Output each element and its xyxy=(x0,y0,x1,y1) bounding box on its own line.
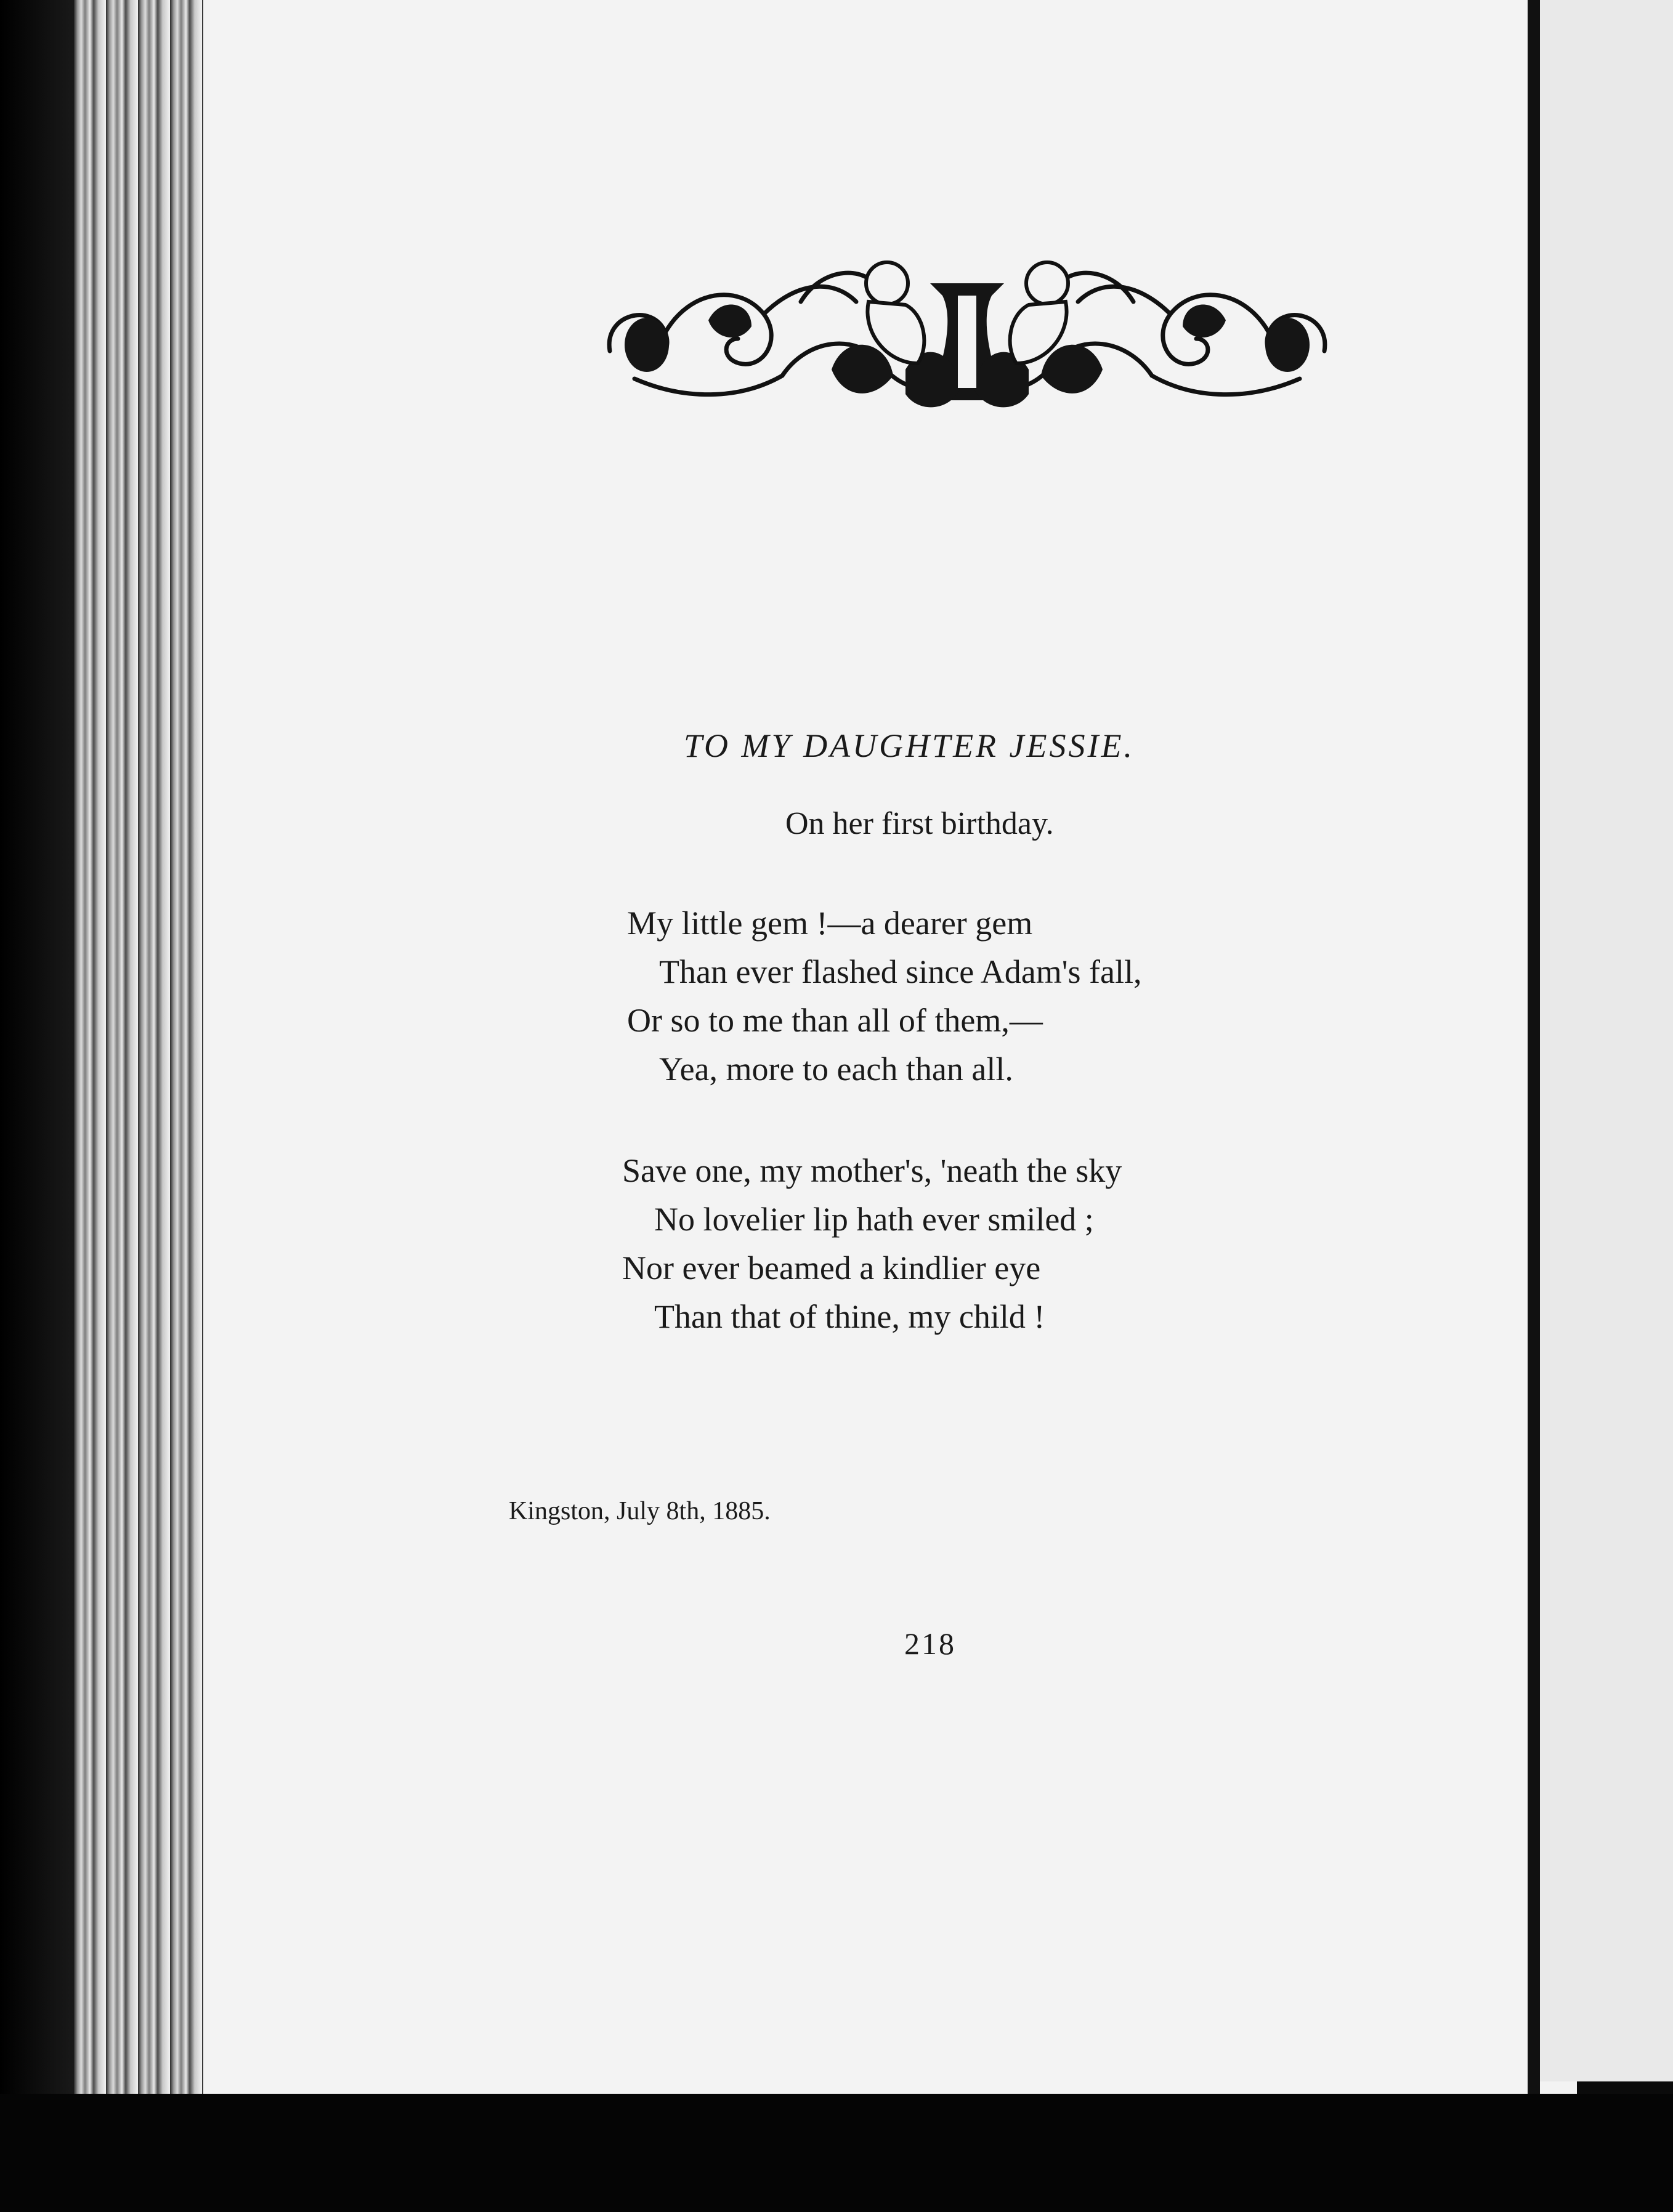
poem-line: No lovelier lip hath ever smiled ; xyxy=(654,1201,1094,1238)
poem-line: Than ever flashed since Adam's fall, xyxy=(659,953,1142,990)
poem-line: Nor ever beamed a kindlier eye xyxy=(622,1249,1041,1286)
gutter-shadow xyxy=(1528,0,1540,2094)
poem-line: Yea, more to each than all. xyxy=(659,1051,1013,1088)
poem-line: Save one, my mother's, 'neath the sky xyxy=(622,1152,1122,1189)
facing-page-edge xyxy=(1540,0,1673,2081)
binding-shadow xyxy=(0,0,86,2212)
poem-line: Than that of thine, my child ! xyxy=(654,1298,1045,1335)
poem-line: My little gem !—a dearer gem xyxy=(627,905,1033,942)
poem-dateline: Kingston, July 8th, 1885. xyxy=(509,1497,771,1525)
stanza xyxy=(622,1147,1122,1341)
cherub-scroll-headpiece-icon xyxy=(598,246,1337,425)
poem-line: Or so to me than all of them,— xyxy=(627,1002,1043,1039)
poem-subtitle: On her first birthday. xyxy=(785,806,1054,841)
scanner-bed xyxy=(0,2094,1673,2212)
poem-title: TO MY DAUGHTER JESSIE. xyxy=(684,727,1135,764)
stanza xyxy=(627,899,1141,1094)
page-number: 218 xyxy=(904,1626,956,1661)
page-edges xyxy=(74,0,222,2106)
